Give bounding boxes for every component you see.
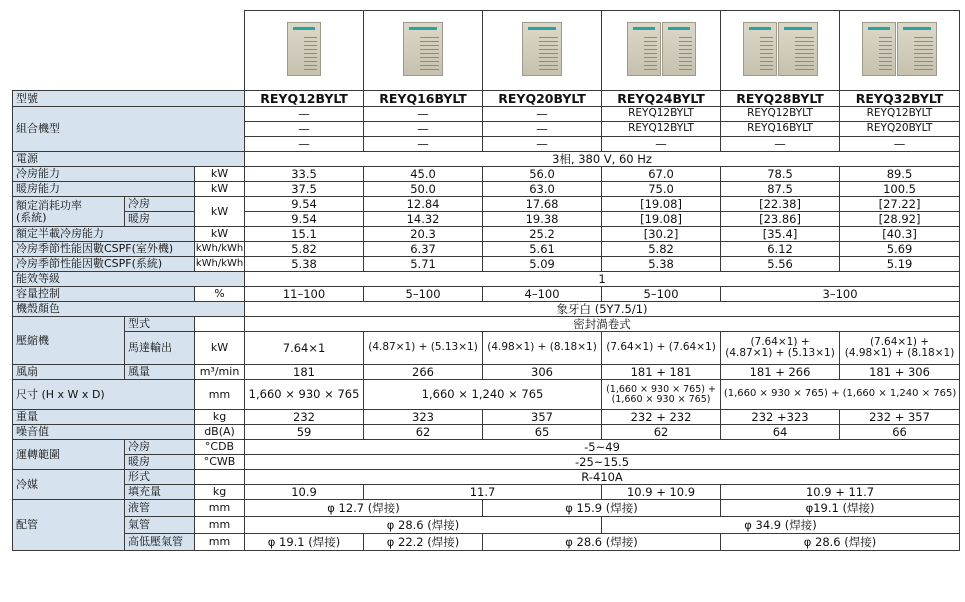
combo-cell: REYQ12BYLT bbox=[840, 107, 960, 122]
spec-table bbox=[12, 10, 960, 551]
unit-label: mm bbox=[195, 380, 245, 410]
value-cell: 7.64×1 bbox=[245, 332, 364, 365]
combo-cell: REYQ12BYLT bbox=[721, 107, 840, 122]
row-label-efficiency: 能效等級 bbox=[13, 272, 245, 287]
row-label-cspf-system: 冷房季節性能因數CSPF(系統) bbox=[13, 257, 195, 272]
value-cell: 5.69 bbox=[840, 242, 960, 257]
model-name: REYQ24BYLT bbox=[602, 91, 721, 107]
value-cell: 1,660 × 930 × 765 bbox=[245, 380, 364, 410]
sub-label-liquid: 液管 bbox=[125, 500, 195, 517]
value-cell: 4–100 bbox=[483, 287, 602, 302]
combo-cell: — bbox=[602, 137, 721, 152]
sub-label-cool: 冷房 bbox=[125, 197, 195, 212]
casing-color-value: 象牙白 (5Y7.5/1) bbox=[245, 302, 960, 317]
value-cell: 67.0 bbox=[602, 167, 721, 182]
value-cell: 15.1 bbox=[245, 227, 364, 242]
value-cell: 181 + 266 bbox=[721, 365, 840, 380]
value-cell: 19.38 bbox=[483, 212, 602, 227]
value-cell: 5.71 bbox=[364, 257, 483, 272]
row-label-capacity-control: 容量控制 bbox=[13, 287, 195, 302]
value-cell: 323 bbox=[364, 410, 483, 425]
value-cell: 25.2 bbox=[483, 227, 602, 242]
value-cell: 266 bbox=[364, 365, 483, 380]
model-name: REYQ28BYLT bbox=[721, 91, 840, 107]
unit-label: m³/min bbox=[195, 365, 245, 380]
combo-cell: — bbox=[364, 122, 483, 137]
unit-label: kW bbox=[195, 182, 245, 197]
value-cell: 63.0 bbox=[483, 182, 602, 197]
model-name: REYQ32BYLT bbox=[840, 91, 960, 107]
unit-label: kW bbox=[195, 167, 245, 182]
model-name: REYQ16BYLT bbox=[364, 91, 483, 107]
value-cell: 232 + 357 bbox=[840, 410, 960, 425]
unit-label: °CWB bbox=[195, 455, 245, 470]
unit-label: kg bbox=[195, 485, 245, 500]
value-cell: 75.0 bbox=[602, 182, 721, 197]
value-cell: 181 + 181 bbox=[602, 365, 721, 380]
value-cell: [35.4] bbox=[721, 227, 840, 242]
sub-label-heat: 暖房 bbox=[125, 455, 195, 470]
value-cell: 11.7 bbox=[364, 485, 602, 500]
value-cell: 50.0 bbox=[364, 182, 483, 197]
value-cell: 181 + 306 bbox=[840, 365, 960, 380]
row-label-model: 型號 bbox=[13, 91, 245, 107]
value-cell: 87.5 bbox=[721, 182, 840, 197]
combo-cell: REYQ12BYLT bbox=[602, 107, 721, 122]
value-cell: 232 +323 bbox=[721, 410, 840, 425]
combo-cell: — bbox=[364, 107, 483, 122]
value-cell: 37.5 bbox=[245, 182, 364, 197]
row-label-refrigerant: 冷媒 bbox=[13, 470, 125, 500]
value-cell: 181 bbox=[245, 365, 364, 380]
value-cell: 5–100 bbox=[602, 287, 721, 302]
value-cell: 10.9 bbox=[245, 485, 364, 500]
op-heat-value: -25~15.5 bbox=[245, 455, 960, 470]
combo-cell: — bbox=[483, 137, 602, 152]
model-name: REYQ12BYLT bbox=[245, 91, 364, 107]
value-cell: φ 22.2 (焊接) bbox=[364, 534, 483, 551]
value-cell: 56.0 bbox=[483, 167, 602, 182]
unit-image-4 bbox=[602, 11, 721, 91]
value-cell: (4.98×1) + (8.18×1) bbox=[483, 332, 602, 365]
row-label-heating: 暖房能力 bbox=[13, 182, 195, 197]
row-label-cspf-outdoor: 冷房季節性能因數CSPF(室外機) bbox=[13, 242, 195, 257]
sub-label-hp-gas: 高低壓氣管 bbox=[125, 534, 195, 551]
combo-cell: REYQ20BYLT bbox=[840, 122, 960, 137]
value-cell: 10.9 + 11.7 bbox=[721, 485, 960, 500]
unit-label: kWh/kWh bbox=[195, 257, 245, 272]
unit-label: mm bbox=[195, 500, 245, 517]
value-cell: (1,660 × 930 × 765) + (1,660 × 930 × 765) bbox=[602, 380, 721, 410]
sub-label-motor-output: 馬達輸出 bbox=[125, 332, 195, 365]
unit-empty bbox=[195, 470, 245, 485]
ref-type-value: R-410A bbox=[245, 470, 960, 485]
value-cell: 66 bbox=[840, 425, 960, 440]
value-cell: 6.12 bbox=[721, 242, 840, 257]
value-cell: 11–100 bbox=[245, 287, 364, 302]
value-cell: [23.86] bbox=[721, 212, 840, 227]
combo-cell: — bbox=[483, 122, 602, 137]
unit-label: mm bbox=[195, 534, 245, 551]
value-cell: 62 bbox=[602, 425, 721, 440]
value-cell: 64 bbox=[721, 425, 840, 440]
unit-image-1 bbox=[245, 11, 364, 91]
value-cell: 5.09 bbox=[483, 257, 602, 272]
combo-cell: — bbox=[245, 107, 364, 122]
combo-cell: REYQ12BYLT bbox=[602, 122, 721, 137]
value-cell: (7.64×1) + (4.98×1) + (8.18×1) bbox=[840, 332, 960, 365]
power-value: 3相, 380 V, 60 Hz bbox=[245, 152, 960, 167]
row-label-operating-range: 運轉範圍 bbox=[13, 440, 125, 470]
value-cell: 9.54 bbox=[245, 212, 364, 227]
unit-label: kW bbox=[195, 227, 245, 242]
unit-label: % bbox=[195, 287, 245, 302]
sub-label-heat: 暖房 bbox=[125, 212, 195, 227]
unit-label: kg bbox=[195, 410, 245, 425]
row-label-power: 電源 bbox=[13, 152, 245, 167]
sub-label-charge: 填充量 bbox=[125, 485, 195, 500]
value-cell: 5.61 bbox=[483, 242, 602, 257]
sub-label-type: 型式 bbox=[125, 317, 195, 332]
value-cell: 5.38 bbox=[602, 257, 721, 272]
unit-image-2 bbox=[364, 11, 483, 91]
unit-label: °CDB bbox=[195, 440, 245, 455]
value-cell: [27.22] bbox=[840, 197, 960, 212]
row-label-fan: 風扇 bbox=[13, 365, 125, 380]
value-cell: 17.68 bbox=[483, 197, 602, 212]
value-cell: [30.2] bbox=[602, 227, 721, 242]
unit-image-3 bbox=[483, 11, 602, 91]
row-label-half-cooling: 額定半載冷房能力 bbox=[13, 227, 195, 242]
efficiency-value: 1 bbox=[245, 272, 960, 287]
value-cell: φ 28.6 (焊接) bbox=[483, 534, 721, 551]
value-cell: 232 + 232 bbox=[602, 410, 721, 425]
value-cell: 3–100 bbox=[721, 287, 960, 302]
value-cell: φ 34.9 (焊接) bbox=[602, 517, 960, 534]
value-cell: (1,660 × 930 × 765) + (1,660 × 1,240 × 765) bbox=[721, 380, 960, 410]
combo-cell: — bbox=[245, 137, 364, 152]
value-cell: [40.3] bbox=[840, 227, 960, 242]
value-cell: 5.82 bbox=[602, 242, 721, 257]
op-cool-value: -5~49 bbox=[245, 440, 960, 455]
value-cell: φ19.1 (焊接) bbox=[721, 500, 960, 517]
unit-label: kW bbox=[195, 197, 245, 227]
value-cell: 20.3 bbox=[364, 227, 483, 242]
value-cell: φ 15.9 (焊接) bbox=[483, 500, 721, 517]
unit-label: dB(A) bbox=[195, 425, 245, 440]
combo-cell: — bbox=[245, 122, 364, 137]
value-cell: 5.82 bbox=[245, 242, 364, 257]
unit-label: kW bbox=[195, 332, 245, 365]
unit-label: kWh/kWh bbox=[195, 242, 245, 257]
value-cell: 59 bbox=[245, 425, 364, 440]
sub-label-ref-type: 形式 bbox=[125, 470, 195, 485]
sub-label-gas: 氣管 bbox=[125, 517, 195, 534]
value-cell: 5.38 bbox=[245, 257, 364, 272]
unit-image-5 bbox=[721, 11, 840, 91]
value-cell: 9.54 bbox=[245, 197, 364, 212]
sub-label-airflow: 風量 bbox=[125, 365, 195, 380]
value-cell: 232 bbox=[245, 410, 364, 425]
row-label-piping: 配管 bbox=[13, 500, 125, 551]
value-cell: φ 28.6 (焊接) bbox=[721, 534, 960, 551]
value-cell: 5–100 bbox=[364, 287, 483, 302]
compressor-type-value: 密封渦卷式 bbox=[245, 317, 960, 332]
unit-label: mm bbox=[195, 517, 245, 534]
value-cell: 62 bbox=[364, 425, 483, 440]
value-cell: 10.9 + 10.9 bbox=[602, 485, 721, 500]
value-cell: 6.37 bbox=[364, 242, 483, 257]
value-cell: 14.32 bbox=[364, 212, 483, 227]
model-name: REYQ20BYLT bbox=[483, 91, 602, 107]
value-cell: 78.5 bbox=[721, 167, 840, 182]
value-cell: (4.87×1) + (5.13×1) bbox=[364, 332, 483, 365]
value-cell: 33.5 bbox=[245, 167, 364, 182]
combo-cell: — bbox=[364, 137, 483, 152]
value-cell: 45.0 bbox=[364, 167, 483, 182]
value-cell: 306 bbox=[483, 365, 602, 380]
value-cell: 65 bbox=[483, 425, 602, 440]
value-cell: 89.5 bbox=[840, 167, 960, 182]
combo-cell: — bbox=[840, 137, 960, 152]
value-cell: φ 12.7 (焊接) bbox=[245, 500, 483, 517]
row-label-casing-color: 機殼顏色 bbox=[13, 302, 245, 317]
value-cell: φ 19.1 (焊接) bbox=[245, 534, 364, 551]
value-cell: (7.64×1) + (7.64×1) bbox=[602, 332, 721, 365]
combo-cell: — bbox=[483, 107, 602, 122]
row-label-cooling: 冷房能力 bbox=[13, 167, 195, 182]
value-cell: 1,660 × 1,240 × 765 bbox=[364, 380, 602, 410]
row-label-compressor: 壓縮機 bbox=[13, 317, 125, 365]
value-cell: 5.56 bbox=[721, 257, 840, 272]
sub-label-cool: 冷房 bbox=[125, 440, 195, 455]
value-cell: (7.64×1) + (4.87×1) + (5.13×1) bbox=[721, 332, 840, 365]
value-cell: 100.5 bbox=[840, 182, 960, 197]
value-cell: 5.19 bbox=[840, 257, 960, 272]
row-label-rated-power: 額定消耗功率 (系統) bbox=[13, 197, 125, 227]
value-cell: 12.84 bbox=[364, 197, 483, 212]
row-label-combo: 組合機型 bbox=[13, 107, 245, 152]
value-cell: [19.08] bbox=[602, 197, 721, 212]
corner-blank bbox=[13, 11, 245, 91]
value-cell: [19.08] bbox=[602, 212, 721, 227]
row-label-dimension: 尺寸 (H x W x D) bbox=[13, 380, 195, 410]
unit-empty bbox=[195, 317, 245, 332]
row-label-weight: 重量 bbox=[13, 410, 195, 425]
value-cell: φ 28.6 (焊接) bbox=[245, 517, 602, 534]
value-cell: 357 bbox=[483, 410, 602, 425]
value-cell: [28.92] bbox=[840, 212, 960, 227]
combo-cell: REYQ16BYLT bbox=[721, 122, 840, 137]
value-cell: [22.38] bbox=[721, 197, 840, 212]
combo-cell: — bbox=[721, 137, 840, 152]
unit-image-6 bbox=[840, 11, 960, 91]
row-label-noise: 噪音值 bbox=[13, 425, 195, 440]
